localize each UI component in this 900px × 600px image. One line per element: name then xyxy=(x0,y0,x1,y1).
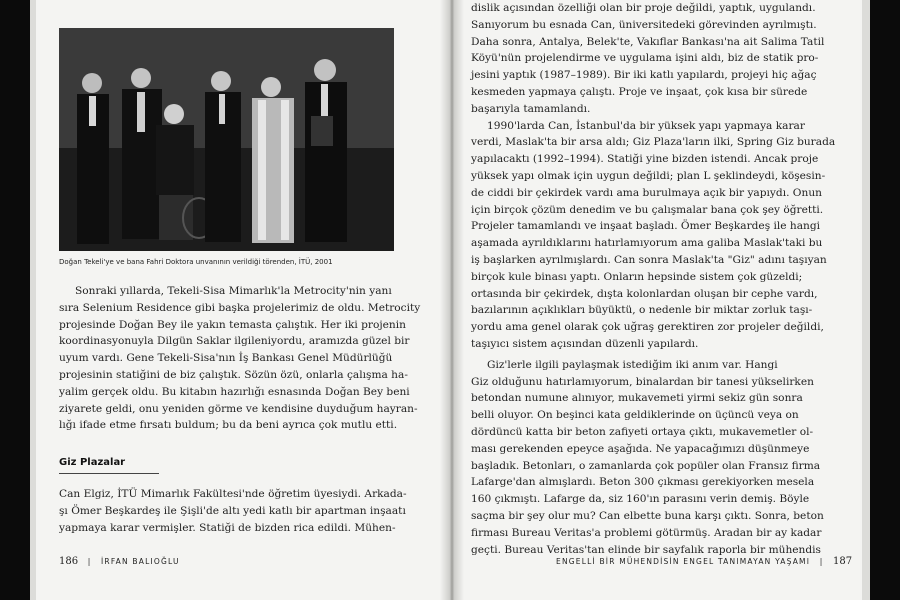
text-line: taşıyıcı sistem açısından düzenli yapılardı. xyxy=(471,337,699,350)
text-line: ması gerekenden epeyce aşağıda. Ne yapacağımızı düşünmeye xyxy=(471,442,810,455)
photo-caption: Doğan Tekeli'ye ve bana Fahri Doktora unvanının verildiği törenden, İTÜ, 2001 xyxy=(59,258,333,266)
section-rule xyxy=(59,473,159,474)
footer-author: İRFAN BALIOĞLU xyxy=(101,557,180,566)
right-paragraph-1 xyxy=(471,0,825,118)
text-line: 1990'larda Can, İstanbul'da bir yüksek yapı yapmaya karar xyxy=(487,119,805,132)
text-line: firması Bureau Veritas'a problemi götürmüş. Aradan bir ay kadar xyxy=(471,526,822,539)
text-line: ortasında bir çekirdek, dışta kolonlardan oluşan bir cephe vardı, xyxy=(471,287,818,300)
text-line: projesinde Doğan Bey ile yakın temasta çalıştık. Her iki projenin xyxy=(59,318,406,331)
text-line: iş başlarken ayrılmışlardı. Can sonra Maslak'ta "Giz" adını taşıyan xyxy=(471,253,827,266)
text-line: de ciddi bir çekirdek vardı ama burulmaya açık bir yapıydı. Onun xyxy=(471,186,822,199)
text-line: yalim gerçek oldu. Bu kitabın hazırlığı esnasında Doğan Bey beni xyxy=(59,385,410,398)
right-page-edge xyxy=(862,0,870,600)
text-line: betondan numune alınıyor, mukavemeti yirmi sekiz gün sonra xyxy=(471,392,803,405)
ceremony-photo xyxy=(59,28,394,251)
text-line: ziyarete geldi, onu yeniden görme ve kendisine duyduğum hayran- xyxy=(59,402,418,415)
running-title: ENGELLİ BİR MÜHENDİSİN ENGEL TANIMAYAN YAŞAMI xyxy=(556,557,811,566)
text-line: jesini yaptık (1987–1989). Bir iki katlı yapılardı, projeyi hiç ağaç xyxy=(471,69,817,82)
text-line: Sonraki yıllarda, Tekeli-Sisa Mimarlık'la Metrocity'nin yanı xyxy=(75,285,392,297)
footer-separator: | xyxy=(819,557,824,566)
text-line: verdi, Maslak'ta bir arsa aldı; Giz Plaza'ların ilki, Spring Giz burada xyxy=(471,136,836,149)
text-line: koordinasyonuyla Dilgün Saklar ilgileniyordu, aramızda güzel bir xyxy=(59,335,410,348)
text-line: aşamada ayrıldıklarını hatırlamıyorum ama galiba Maslak'taki bu xyxy=(471,237,823,250)
footer-separator: | xyxy=(87,557,92,566)
left-footer xyxy=(59,556,180,567)
text-line: geçti. Bureau Veritas'tan elinde bir sayfalık raporla bir mühendis xyxy=(471,543,821,556)
text-line: yapılacaktı (1992–1994). Statiği yine bizden istendi. Ancak proje xyxy=(471,153,819,166)
left-paragraph-1 xyxy=(59,283,421,434)
text-line: dördüncü katta bir beton zafiyeti ortaya çıktı, mukavemetler ol- xyxy=(471,425,814,438)
text-line: bazılarının açıklıkları büyüktü, o nedenle bir miktar zorluk taşı- xyxy=(471,304,813,317)
text-line: Giz'lerle ilgili paylaşmak istediğim iki anım var. Hangi xyxy=(487,358,778,371)
text-line: başladık. Betonları, o zamanlarda çok popüler olan Fransız firma xyxy=(471,459,821,472)
page-number: 187 xyxy=(833,556,853,567)
text-line: projesinin statiğini de biz çalıştık. Sözün özü, onlarla çalışma ha- xyxy=(59,368,408,381)
page-number: 186 xyxy=(59,556,79,567)
right-footer xyxy=(556,556,852,567)
text-line: yordu ama genel olarak çok uğraş gerektiren zor projeler değildi, xyxy=(471,321,824,334)
text-line: yapmaya karar vermişler. Statiği de bizden rica edildi. Mühen- xyxy=(59,521,396,534)
text-line: Lafarge'dan almışlardı. Beton 300 çıkması gerekiyorken mesela xyxy=(471,476,815,489)
text-line: birçok kule binası yaptı. Onların hepsinde sistem çok güzeldi; xyxy=(471,270,803,283)
ceremony-photo-illustration xyxy=(59,28,394,251)
text-line: sıra Selenium Residence gibi başka projelerimiz de oldu. Metrocity xyxy=(59,301,421,314)
text-line: saçma bir şey olur mu? Can elbette buna karşı çıktı. Sonra, beton xyxy=(471,509,824,522)
text-line: şı Ömer Beşkardeş ile Şişli'de altı yedi katlı bir apartman inşaatı xyxy=(59,504,406,517)
text-line: belli oluyor. On beşinci kata geldiklerinde on üçüncü veya on xyxy=(471,409,799,422)
text-line: kesmeden yapmaya çalıştı. Proje ve inşaat, çok kısa bir sürede xyxy=(471,85,808,98)
text-line: Projeler tamamlandı ve inşaat başladı. Ömer Beşkardeş ile hangi xyxy=(471,220,821,233)
text-line: uyum vardı. Gene Tekeli-Sisa'nın İş Bankası Genel Müdürlüğü xyxy=(59,352,393,365)
text-line: Daha sonra, Antalya, Belek'te, Vakıflar Bankası'na ait Salima Tatil xyxy=(471,35,825,48)
section-heading: Giz Plazalar xyxy=(59,457,126,468)
text-line: başarıyla tamamlandı. xyxy=(471,102,591,115)
text-line: 160 çıkmıştı. Lafarge da, siz 160'ın parasını verin demiş. Böyle xyxy=(471,493,810,506)
text-line: Giz olduğunu hatırlamıyorum, binalardan bir tanesi yükselirken xyxy=(471,375,814,388)
book-gutter xyxy=(440,0,464,600)
right-paragraph-2 xyxy=(471,118,836,353)
text-line: yüksek yapı olmak için uygun değildi; plan L şeklindeydi, köşesin- xyxy=(471,169,826,182)
right-paragraph-3 xyxy=(471,357,824,559)
text-line: dislik açısından özelliği olan bir proje değildi, yaptık, uygulandı. xyxy=(471,2,816,14)
text-line: lığı ifade etme fırsatı buldum; bu da beni ayrıca çok mutlu etti. xyxy=(59,419,398,432)
text-line: Can Elgiz, İTÜ Mimarlık Fakültesi'nde öğretim üyesiydi. Arkada- xyxy=(59,488,407,500)
text-line: Sanıyorum bu esnada Can, üniversitedeki görevinden ayrılmıştı. xyxy=(471,18,817,31)
left-paragraph-2 xyxy=(59,486,407,536)
text-line: için birçok çözüm denedim ve bu çalışmalar bana çok şey öğretti. xyxy=(471,203,824,216)
right-body xyxy=(471,0,836,558)
text-line: Köyü'nün projelendirme ve uygulama işini aldı, biz de statik pro- xyxy=(471,52,819,65)
